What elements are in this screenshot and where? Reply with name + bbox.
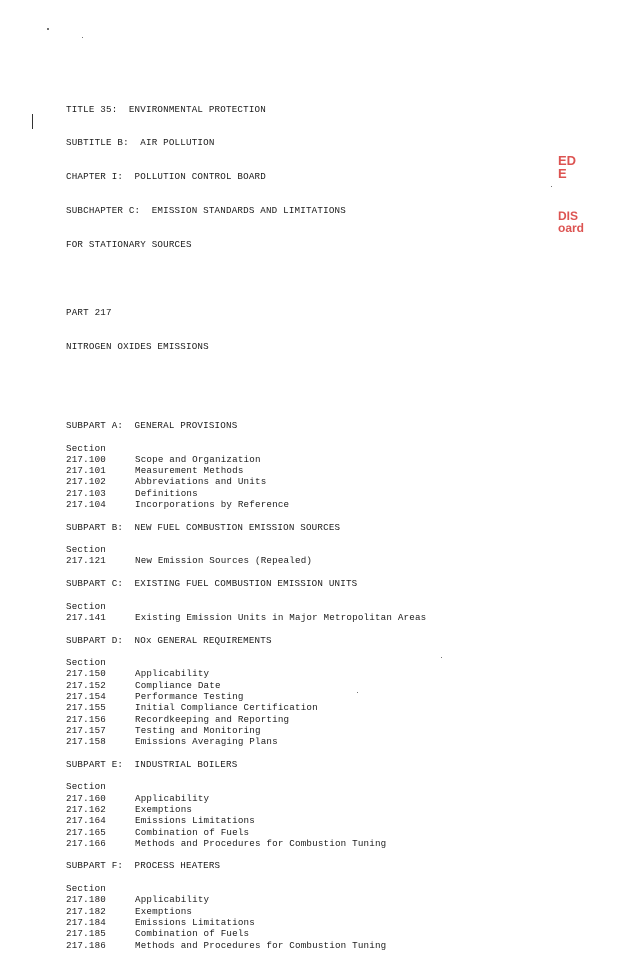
subpart-block bbox=[66, 522, 546, 578]
spacer bbox=[66, 589, 546, 600]
section-number: 217.156 bbox=[66, 713, 106, 725]
section-number: 217.182 bbox=[66, 905, 106, 917]
section-title: Applicability bbox=[135, 792, 210, 804]
section-number: 217.150 bbox=[66, 668, 106, 680]
section-label: Section bbox=[66, 442, 106, 454]
spacer bbox=[66, 273, 546, 284]
spacer bbox=[66, 375, 546, 386]
subpart-heading: SUBPART D: NOx GENERAL REQUIREMENTS bbox=[66, 634, 272, 646]
section-number: 217.100 bbox=[66, 453, 106, 465]
section-title: Exemptions bbox=[135, 804, 193, 815]
stamp-top-text: ED E bbox=[558, 153, 577, 181]
section-number: 217.160 bbox=[66, 792, 106, 804]
section-title: New Emission Sources (Repealed) bbox=[135, 555, 313, 567]
section-title: Incorporations by Reference bbox=[135, 498, 290, 510]
regulation-text bbox=[66, 81, 546, 973]
section-title: Applicability bbox=[135, 668, 210, 680]
section-row bbox=[66, 476, 546, 487]
section-label: Section bbox=[66, 657, 106, 669]
subpart-list bbox=[66, 420, 546, 951]
section-row bbox=[66, 499, 546, 510]
section-title: Performance Testing bbox=[135, 691, 244, 703]
section-row bbox=[66, 714, 546, 725]
subpart-heading: SUBPART E: INDUSTRIAL BOILERS bbox=[66, 758, 238, 770]
spacer bbox=[66, 623, 546, 634]
section-number: 217.102 bbox=[66, 476, 106, 488]
section-row bbox=[66, 894, 546, 905]
subpart-heading: SUBPART F: PROCESS HEATERS bbox=[66, 860, 221, 872]
section-number: 217.155 bbox=[66, 702, 106, 714]
subpart-heading: SUBPART A: GENERAL PROVISIONS bbox=[66, 419, 238, 431]
section-row bbox=[66, 680, 546, 691]
section-row bbox=[66, 827, 546, 838]
section-number: 217.141 bbox=[66, 611, 106, 623]
section-number: 217.104 bbox=[66, 498, 106, 510]
section-row bbox=[66, 555, 546, 566]
section-number: 217.184 bbox=[66, 916, 106, 928]
subpart-block bbox=[66, 635, 546, 759]
section-title: Emissions Averaging Plans bbox=[135, 736, 278, 748]
spacer bbox=[66, 431, 546, 442]
section-title: Methods and Procedures for Combustion Tuning bbox=[135, 939, 387, 951]
section-row bbox=[66, 940, 546, 951]
section-number: 217.164 bbox=[66, 815, 106, 827]
subpart-heading: SUBPART C: EXISTING FUEL COMBUSTION EMISSION UNITS bbox=[66, 578, 358, 590]
section-row bbox=[66, 612, 546, 623]
section-row bbox=[66, 928, 546, 939]
section-title: Scope and Organization bbox=[135, 453, 261, 465]
section-row bbox=[66, 804, 546, 815]
section-title: Definitions bbox=[135, 487, 198, 499]
subpart-block bbox=[66, 759, 546, 861]
spacer bbox=[66, 748, 546, 759]
section-row bbox=[66, 906, 546, 917]
subtitle-line: SUBTITLE B: AIR POLLUTION bbox=[66, 137, 215, 149]
part-title: NITROGEN OXIDES EMISSIONS bbox=[66, 340, 209, 352]
section-number: 217.165 bbox=[66, 826, 106, 838]
section-number: 217.158 bbox=[66, 736, 106, 748]
section-number: 217.101 bbox=[66, 465, 106, 477]
title-line: TITLE 35: ENVIRONMENTAL PROTECTION bbox=[66, 103, 266, 115]
spacer bbox=[66, 872, 546, 883]
section-title: Applicability bbox=[135, 894, 210, 906]
section-row bbox=[66, 465, 546, 476]
section-number: 217.152 bbox=[66, 679, 106, 691]
section-number: 217.121 bbox=[66, 555, 106, 567]
section-number: 217.186 bbox=[66, 939, 106, 951]
section-row bbox=[66, 668, 546, 679]
section-number: 217.154 bbox=[66, 691, 106, 703]
section-title: Existing Emission Units in Major Metropolitan Areas bbox=[135, 611, 427, 623]
chapter-line: CHAPTER I: POLLUTION CONTROL BOARD bbox=[66, 171, 266, 183]
section-title: Emissions Limitations bbox=[135, 916, 255, 928]
section-title: Abbreviations and Units bbox=[135, 476, 267, 488]
spacer bbox=[66, 510, 546, 521]
subpart-heading: SUBPART B: NEW FUEL COMBUSTION EMISSION SOURCES bbox=[66, 521, 341, 533]
section-number: 217.103 bbox=[66, 487, 106, 499]
spacer bbox=[66, 567, 546, 578]
spacer bbox=[66, 533, 546, 544]
section-label: Section bbox=[66, 883, 106, 895]
spacer bbox=[66, 770, 546, 781]
section-label: Section bbox=[66, 544, 106, 556]
stamp-fragment-top bbox=[558, 154, 576, 180]
section-title: Recordkeeping and Reporting bbox=[135, 713, 290, 725]
section-row bbox=[66, 702, 546, 713]
section-row bbox=[66, 793, 546, 804]
section-row bbox=[66, 488, 546, 499]
section-number: 217.162 bbox=[66, 804, 106, 815]
section-row bbox=[66, 838, 546, 849]
part-number: PART 217 bbox=[66, 306, 112, 318]
section-row bbox=[66, 917, 546, 928]
section-number: 217.166 bbox=[66, 837, 106, 849]
section-title: Measurement Methods bbox=[135, 465, 244, 477]
section-title: Emissions Limitations bbox=[135, 815, 255, 827]
section-number: 217.180 bbox=[66, 894, 106, 906]
section-row bbox=[66, 691, 546, 702]
scan-speck bbox=[551, 186, 552, 187]
section-title: Methods and Procedures for Combustion Tuning bbox=[135, 837, 387, 849]
spacer bbox=[66, 646, 546, 657]
section-label: Section bbox=[66, 600, 106, 612]
section-row bbox=[66, 454, 546, 465]
section-title: Exemptions bbox=[135, 905, 193, 917]
subchapter-continuation: FOR STATIONARY SOURCES bbox=[66, 239, 192, 251]
section-title: Initial Compliance Certification bbox=[135, 702, 318, 714]
section-title: Combination of Fuels bbox=[135, 826, 250, 838]
section-row bbox=[66, 725, 546, 736]
section-number: 217.157 bbox=[66, 724, 106, 736]
margin-mark bbox=[32, 114, 33, 129]
section-row bbox=[66, 736, 546, 747]
section-title: Compliance Date bbox=[135, 679, 221, 691]
stamp-bottom-text: DIS oard bbox=[558, 209, 585, 235]
section-title: Combination of Fuels bbox=[135, 928, 250, 940]
section-title: Testing and Monitoring bbox=[135, 724, 261, 736]
section-label: Section bbox=[66, 781, 106, 793]
spacer bbox=[66, 849, 546, 860]
stamp-fragment-bottom bbox=[558, 210, 584, 234]
section-number: 217.185 bbox=[66, 928, 106, 940]
subpart-block bbox=[66, 420, 546, 522]
section-row bbox=[66, 815, 546, 826]
subpart-block bbox=[66, 578, 546, 634]
scan-speck bbox=[47, 28, 49, 30]
scan-speck bbox=[82, 37, 83, 38]
subchapter-line: SUBCHAPTER C: EMISSION STANDARDS AND LIMITATIONS bbox=[66, 205, 346, 217]
subpart-block bbox=[66, 860, 546, 950]
